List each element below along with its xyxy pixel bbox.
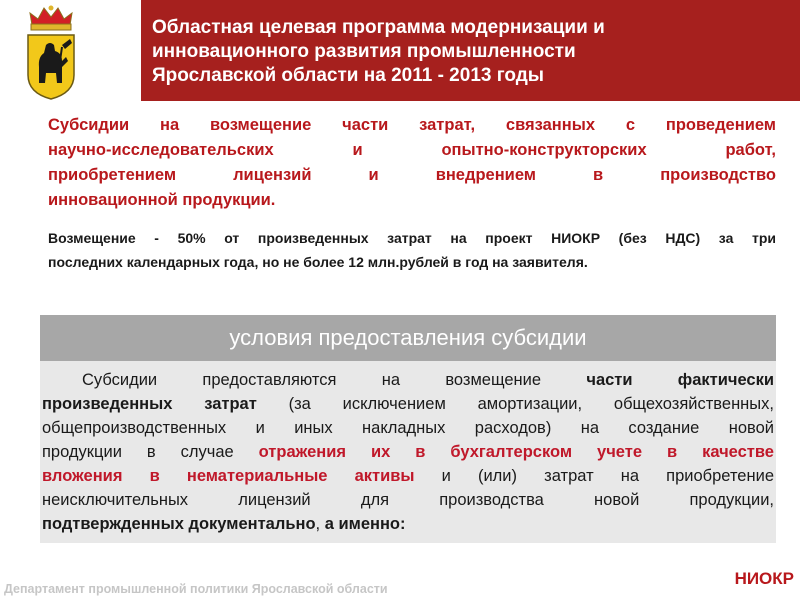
conditions-panel bbox=[40, 315, 776, 543]
subsidy-heading-line: инновационной продукции. bbox=[48, 191, 276, 209]
footer-tag: НИОКР bbox=[734, 569, 794, 588]
bold-text: произведенных затрат bbox=[42, 395, 257, 413]
compensation-line: Возмещение - 50% от произведенных затрат на проект НИОКР (без НДС) за три bbox=[48, 230, 776, 246]
conditions-line bbox=[42, 488, 774, 512]
conditions-line bbox=[42, 368, 774, 392]
highlighted-text: отражения их в бухгалтерском учете в качестве bbox=[258, 443, 774, 461]
conditions-header: условия предоставления субсидии bbox=[40, 315, 776, 361]
subsidy-heading bbox=[48, 113, 776, 213]
conditions-line bbox=[42, 392, 774, 416]
page-title bbox=[152, 16, 792, 88]
conditions-line bbox=[42, 464, 774, 488]
compensation-text bbox=[48, 226, 776, 274]
bold-text: а именно: bbox=[324, 515, 406, 533]
highlighted-text: вложения в нематериальные активы bbox=[42, 467, 415, 485]
subsidy-heading-line: приобретением лицензий и внедрением в производство bbox=[48, 166, 776, 184]
conditions-line bbox=[42, 416, 774, 440]
page-title-line: Областная целевая программа модернизации и bbox=[152, 17, 605, 38]
compensation-line: последних календарных года, но не более 12 млн.рублей в год на заявителя. bbox=[48, 254, 588, 270]
subsidy-heading-line: научно-исследовательских и опытно-конструкторских работ, bbox=[48, 141, 776, 159]
page-title-line: инновационного развития промышленности bbox=[152, 41, 576, 62]
subsidy-heading-line: Субсидии на возмещение части затрат, связанных с проведением bbox=[48, 116, 776, 134]
yaroslavl-coat-of-arms-icon bbox=[24, 5, 78, 101]
body-text: Субсидии предоставляются на возмещение bbox=[82, 371, 587, 389]
body-text: общепроизводственных и иных накладных расходов) на создание новой bbox=[42, 419, 774, 437]
conditions-body bbox=[40, 368, 776, 536]
bold-text: части фактически bbox=[586, 371, 775, 389]
body-text: (за исключением амортизации, общехозяйственных, bbox=[256, 395, 774, 413]
body-text: неисключительных лицензий для производства новой продукции, bbox=[42, 491, 774, 509]
page-title-line: Ярославской области на 2011 - 2013 годы bbox=[152, 65, 545, 86]
body-text: продукции в случае bbox=[42, 443, 259, 461]
footer-department: Департамент промышленной политики Ярославской области bbox=[4, 582, 388, 596]
conditions-line bbox=[42, 512, 774, 536]
body-text: , bbox=[315, 515, 325, 533]
bold-text: подтвержденных документально bbox=[42, 515, 316, 533]
body-text: и (или) затрат на приобретение bbox=[414, 467, 774, 485]
conditions-line bbox=[42, 440, 774, 464]
